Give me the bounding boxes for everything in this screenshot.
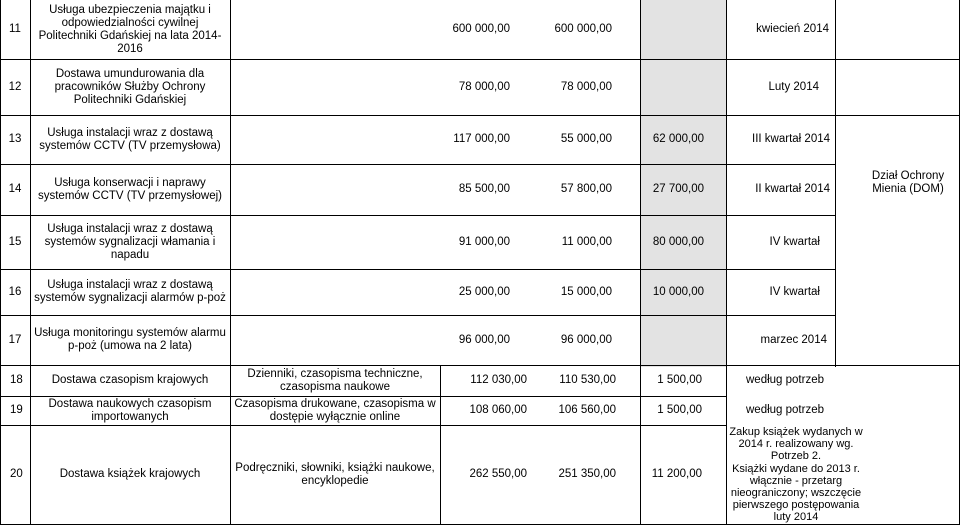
value-total: 262 550,00 [469,468,527,480]
row-number: 17 [8,333,22,346]
term: Luty 2014 [768,80,819,93]
row-description: Usługa instalacji wraz z dostawą systemów sygnalizacji alarmów p-poż [34,279,226,304]
row-description: Usługa konserwacji i naprawy systemów CCTV (TV przemysłowej) [37,176,223,202]
term-line: Książki wydane do 2013 r. [732,462,860,475]
row-number: 16 [8,285,22,298]
value-2015: 80 000,00 [652,235,704,248]
value-total: 108 060,00 [469,404,527,416]
row-number: 15 [8,235,22,248]
grid-line [835,0,836,367]
value-2015: 10 000,00 [652,285,704,298]
value-total: 117 000,00 [453,133,510,145]
term: według potrzeb [746,404,824,416]
value-2015: 62 000,00 [652,133,704,145]
row-number: 13 [8,133,22,145]
row-number: 20 [10,468,23,480]
row-description: Dostawa książek krajowych [59,468,201,480]
term-line: 2014 r. realizowany wg. [738,438,854,451]
value-2014: 11 000,00 [561,235,612,248]
value-2015: 11 200,00 [651,468,702,480]
grid-line [30,0,31,525]
row-scope: Dzienniki, czasopisma techniczne, czasopisma naukowe [247,367,423,393]
value-total: 25 000,00 [458,285,510,298]
row-number: 12 [8,80,22,93]
grid-line [230,0,231,525]
value-2014: 57 800,00 [560,183,612,195]
row-description: Usługa ubezpieczenia majątku i odpowiedzialności cywilnej Politechniki Gdańskiej na lata 2014- 2016 [38,3,222,55]
row-description: Dostawa naukowych czasopism importowanych [48,397,212,423]
term-notes [728,426,864,524]
value-total: 600 000,00 [452,23,510,35]
row-description: Dostawa czasopism krajowych [51,374,209,386]
value-2014: 110 530,00 [559,374,616,386]
row-description: Usługa monitoringu systemów alarmu p-poż (umowa na 2 lata) [34,327,226,352]
term-line: Potrzeb 2. [770,450,822,463]
term-line: luty 2014 [773,511,819,524]
term-line: pierwszego postępowania [732,499,860,512]
responsible-unit: Dział Ochrony Mienia (DOM) [871,170,945,195]
value-total: 85 500,00 [458,183,510,195]
value-2015: 27 700,00 [652,183,704,195]
term-line: nieograniczony; wszczęcie [730,487,862,500]
value-total: 78 000,00 [458,80,510,93]
term-line: włącznie - przetarg [749,474,843,487]
row-number: 18 [10,374,23,386]
value-total: 96 000,00 [458,333,510,346]
row-description: Dostawa umundurowania dla pracowników Służby Ochrony Politechniki Gdańskiej [54,67,206,106]
row-scope: Podręczniki, słowniki, książki naukowe, encyklopedie [235,461,435,487]
value-2014: 106 560,00 [558,404,616,416]
value-2014: 55 000,00 [560,133,612,145]
value-2014: 251 350,00 [558,468,616,480]
row-number: 11 [9,23,21,35]
term: marzec 2014 [760,333,827,346]
row-number: 14 [8,183,22,195]
term: III kwartał 2014 [752,133,830,145]
value-2015: 1 500,00 [657,404,702,416]
term: według potrzeb [746,374,824,386]
row-number: 19 [10,404,23,416]
row-scope: Czasopisma drukowane, czasopisma w dostępie wyłącznie online [234,397,436,423]
row-description: Usługa instalacji wraz z dostawą systemów CCTV (TV przemysłowa) [39,126,221,152]
term-line: Zakup książek wydanych w [729,426,863,438]
term: II kwartał 2014 [755,183,830,195]
value-2014: 78 000,00 [560,80,612,93]
value-2015: 1 500,00 [657,374,702,386]
row-description: Usługa instalacji wraz z dostawą systemów sygnalizacji włamania i napadu [44,222,216,261]
value-total: 91 000,00 [458,235,510,248]
term: kwiecień 2014 [756,23,829,35]
value-2014: 96 000,00 [560,333,612,346]
value-2014: 15 000,00 [560,285,612,298]
value-2014: 600 000,00 [554,23,612,35]
value-total: 112 030,00 [470,374,527,386]
term: IV kwartał [769,235,820,248]
term: IV kwartał [769,285,820,298]
